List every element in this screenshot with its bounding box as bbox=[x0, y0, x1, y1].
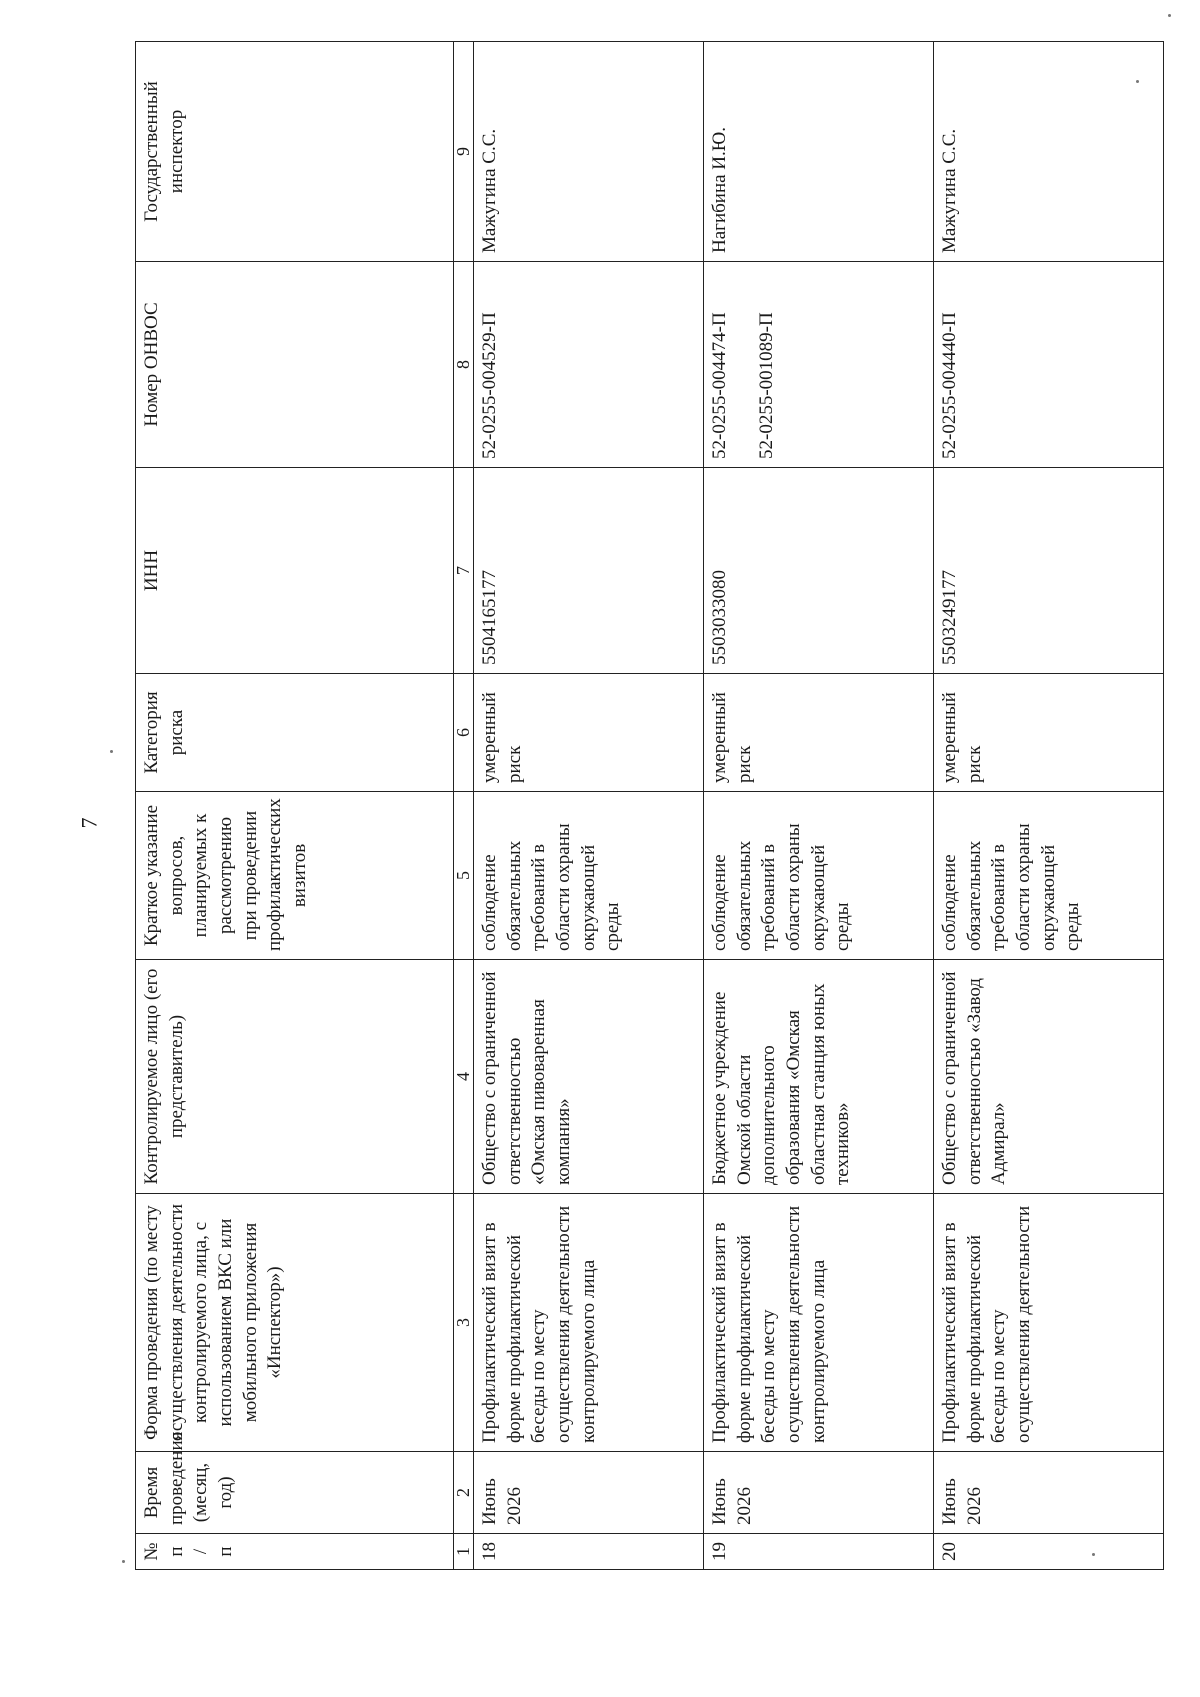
row-number: 19 bbox=[704, 1534, 934, 1570]
column-number: 4 bbox=[454, 960, 474, 1194]
column-number: 9 bbox=[454, 42, 474, 262]
row-questions: соблюдение обязательных требований в области охраны окружающей среды bbox=[704, 792, 934, 960]
row-time: Июнь 2026 bbox=[704, 1452, 934, 1534]
column-number: 3 bbox=[454, 1194, 474, 1452]
row-risk: умеренный риск bbox=[474, 674, 704, 792]
inspection-plan-table-wrapper bbox=[135, 42, 1095, 1570]
onvos-number: 52-0255-004529-П bbox=[479, 312, 500, 459]
row-entity: Бюджетное учреждение Омской области дополнительного образования «Омская областная станция юных техников» bbox=[704, 960, 934, 1194]
header-cell-form: Форма проведения (по месту осуществления деятельности контролируемого лица, с использованием ВКС или мобильного приложения «Инспектор») bbox=[136, 1194, 454, 1452]
column-number: 6 bbox=[454, 674, 474, 792]
column-number-row bbox=[454, 42, 474, 1570]
header-row bbox=[136, 42, 454, 1570]
header-cell-entity: Контролируемое лицо (его представитель) bbox=[136, 960, 454, 1194]
table-row bbox=[934, 42, 1164, 1570]
header-cell-questions: Краткое указание вопросов, планируемых к рассмотрению при проведении профилактических визитов bbox=[136, 792, 454, 960]
column-number: 5 bbox=[454, 792, 474, 960]
row-entity: Общество с ограниченной ответственностью «Завод Адмирал» bbox=[934, 960, 1164, 1194]
column-number: 8 bbox=[454, 262, 474, 468]
onvos-number: 52-0255-001089-П bbox=[755, 312, 777, 459]
row-risk: умеренный риск bbox=[704, 674, 934, 792]
scan-speck bbox=[110, 750, 113, 753]
scan-speck bbox=[1168, 14, 1171, 17]
scan-speck bbox=[122, 1560, 125, 1563]
header-cell-no: № п / п bbox=[136, 1534, 454, 1570]
row-number: 20 bbox=[934, 1534, 1164, 1570]
row-questions: соблюдение обязательных требований в области охраны окружающей среды bbox=[934, 792, 1164, 960]
scan-speck bbox=[1092, 1553, 1095, 1556]
row-form: Профилактический визит в форме профилактической беседы по месту осуществления деятельности контролируемого лица bbox=[474, 1194, 704, 1452]
row-inn: 5503033080 bbox=[704, 468, 934, 674]
row-inspector: Нагибина И.Ю. bbox=[704, 42, 934, 262]
row-number: 18 bbox=[474, 1534, 704, 1570]
row-inspector: Мажугина С.С. bbox=[934, 42, 1164, 262]
header-cell-onvos: Номер ОНВОС bbox=[136, 262, 454, 468]
column-number: 1 bbox=[454, 1534, 474, 1570]
row-time: Июнь 2026 bbox=[474, 1452, 704, 1534]
row-inn: 5503249177 bbox=[934, 468, 1164, 674]
row-inspector: Мажугина С.С. bbox=[474, 42, 704, 262]
row-onvos bbox=[474, 262, 704, 468]
header-cell-inn: ИНН bbox=[136, 468, 454, 674]
table-row bbox=[704, 42, 934, 1570]
row-questions: соблюдение обязательных требований в области охраны окружающей среды bbox=[474, 792, 704, 960]
row-entity: Общество с ограниченной ответственностью «Омская пивоваренная компания» bbox=[474, 960, 704, 1194]
scan-speck bbox=[1136, 80, 1139, 83]
column-number: 7 bbox=[454, 468, 474, 674]
row-onvos bbox=[704, 262, 934, 468]
row-inn: 5504165177 bbox=[474, 468, 704, 674]
row-form: Профилактический визит в форме профилактической беседы по месту осуществления деятельности bbox=[934, 1194, 1164, 1452]
header-cell-risk: Категория риска bbox=[136, 674, 454, 792]
column-number: 2 bbox=[454, 1452, 474, 1534]
onvos-number: 52-0255-004474-П bbox=[709, 312, 730, 459]
header-cell-time: Время проведения (месяц, год) bbox=[136, 1452, 454, 1534]
row-risk: умеренный риск bbox=[934, 674, 1164, 792]
row-onvos bbox=[934, 262, 1164, 468]
page-number: 7 bbox=[76, 817, 102, 829]
table-row bbox=[474, 42, 704, 1570]
row-form: Профилактический визит в форме профилактической беседы по месту осуществления деятельности контролируемого лица bbox=[704, 1194, 934, 1452]
header-cell-inspector: Государственный инспектор bbox=[136, 42, 454, 262]
row-time: Июнь 2026 bbox=[934, 1452, 1164, 1534]
inspection-plan-table bbox=[135, 41, 1164, 1570]
onvos-number: 52-0255-004440-П bbox=[939, 312, 960, 459]
